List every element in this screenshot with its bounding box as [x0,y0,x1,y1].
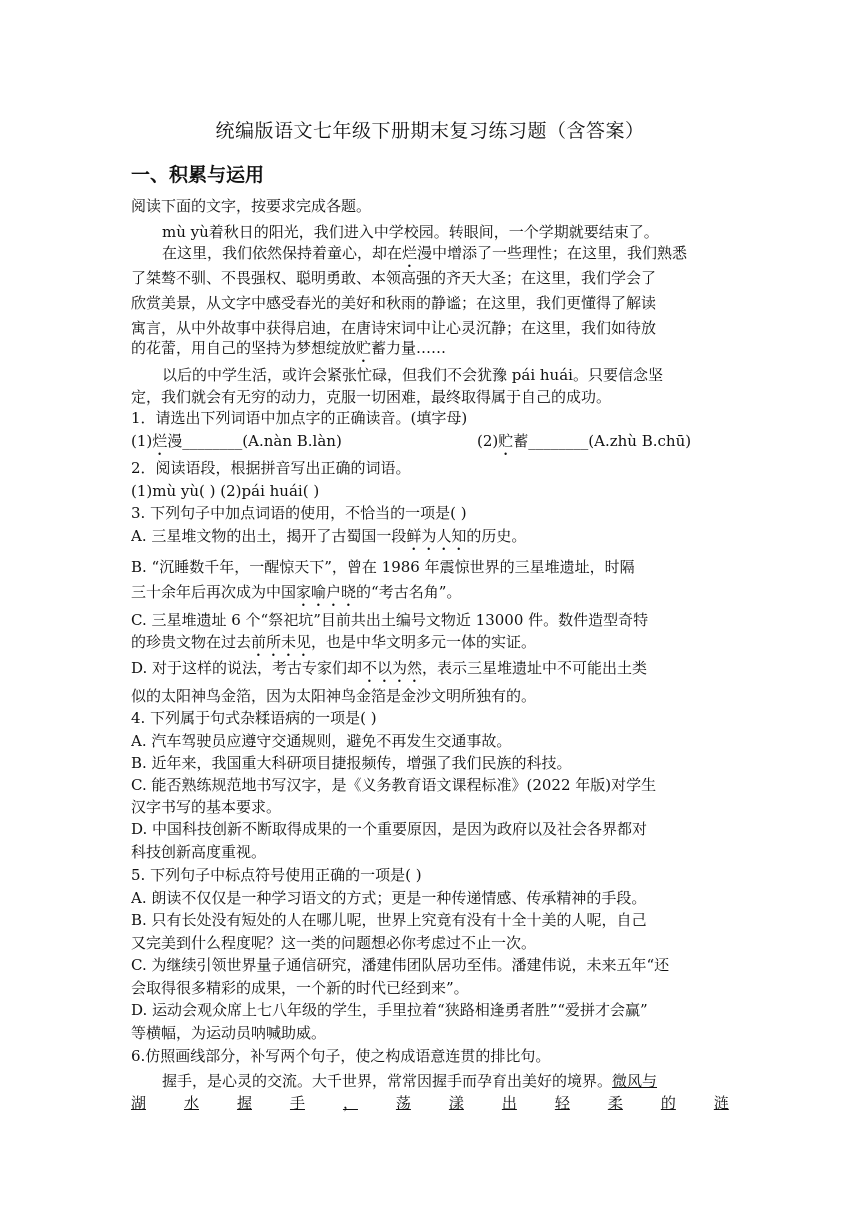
passage-line [131,338,729,366]
instruction-text: 阅读下面的文字，按要求完成各题。 [131,197,372,215]
q1-number: (1) [131,432,153,450]
underlined-char: 湖 [131,1094,147,1112]
option-b: B. 只有长处没有短处的人在哪儿呢，世界上究竟有没有十全十美的人呢，自己 [131,911,647,929]
option-b: B. 近年来，我国重大科研项目捷报频传，增强了我们民族的科技。 [131,754,572,772]
underlined-char: 的 [660,1094,676,1112]
option-d-cont: 似的太阳神鸟金箔，因为太阳神鸟金箔是金沙文明所独有的。 [131,687,537,705]
underlined-char: 漾 [448,1094,464,1112]
question-3-stem: 3. 下列句子中加点词语的使用，不恰当的一项是( ) [131,504,467,522]
dotted-char: 贮 [498,432,514,450]
option-text: D. 对于这样的说法，考古专家们却 [131,659,363,677]
q1-item-2 [477,432,691,450]
question-6-prompt [162,1071,729,1091]
passage-text: 在这里，我们依然保持着童心，却在 [162,244,403,262]
option-a: A. 汽车驾驶员应遵守交通规则，避免不再发生交通事故。 [131,732,512,750]
question-5-stem: 5. 下列句子中标点符号使用正确的一项是( ) [131,866,422,884]
dotted-phrase: 鲜为人知 [406,527,467,545]
option-text: ，也是中华文明多元一体的实证。 [311,633,537,651]
option-c: C. 为继续引领世界量子通信研究，潘建伟团队居功至伟。潘建伟说，未来五年“还 [131,956,670,974]
option-text: ，表示三星堆遗址中不可能出土类 [422,659,648,677]
passage-line: 定，我们就会有无穷的动力，克服一切困难，最终取得属于自己的成功。 [131,388,612,406]
underlined-char: ， [342,1094,358,1112]
option-text: 的历史。 [466,527,527,545]
option-d: D. 中国科技创新不断取得成果的一个重要原因，是因为政府以及社会各界都对 [131,820,648,838]
option-b-cont: 又完美到什么程度呢？这一类的问题想必你考虑过不止一次。 [131,934,537,952]
underlined-line [131,1093,729,1113]
underlined-char: 柔 [607,1094,623,1112]
question-4-stem: 4. 下列属于句式杂糅语病的一项是( ) [131,709,377,727]
option-d-cont: 科技创新高度重视。 [131,843,267,861]
q1-text: 漫________(A.nàn B.làn) [167,432,342,450]
option-text: 的“考古名角”。 [356,583,462,601]
underlined-char: 水 [183,1094,199,1112]
option-d [131,658,729,686]
option-text: 的珍贵文物在过去 [131,633,252,651]
option-text: 三十余年后再次成为中国 [131,583,297,601]
dotted-char: 烂 [402,244,418,262]
option-a: A. 朗读不仅仅是一种学习语文的方式；更是一种传递情感、传承精神的手段。 [131,889,647,907]
passage-line: 欣赏美景，从文字中感受春光的美好和秋雨的静谧；在这里，我们更懂得了解读 [131,294,657,312]
option-text: A. 三星堆文物的出土，揭开了古蜀国一段 [131,527,407,545]
dotted-phrase: 家喻户晓 [296,583,357,601]
passage-line: mù yù着秋日的阳光，我们进入中学校园。转眼间，一个学期就要结束了。 [162,223,659,241]
option-b-cont [131,582,729,610]
option-b: B. “沉睡数千年，一醒惊天下”，曾在 1986 年震惊世界的三星堆遗址，时隔 [131,558,635,576]
underlined-char: 轻 [554,1094,570,1112]
option-c: C. 三星堆遗址 6 个“祭祀坑”目前共出土编号文物近 13000 件。数件造型奇特 [131,611,649,629]
page-title: 统编版语文七年级下册期末复习练习题（含答案） [215,120,645,142]
option-c-cont [131,632,729,660]
prompt-text: 握手，是心灵的交流。大千世界，常常因握手而孕育出美好的境界。 [162,1072,613,1090]
option-c-cont: 汉字书写的基本要求。 [131,798,282,816]
underlined-char: 荡 [395,1094,411,1112]
question-2-items: (1)mù yù( ) (2)pái huái( ) [131,482,320,500]
question-2-stem: 2．阅读语段，根据拼音写出正确的词语。 [131,459,411,477]
dotted-char: 烂 [152,432,168,450]
underlined-char: 手 [289,1094,305,1112]
passage-text: 漫中增添了一些理性；在这里，我们熟悉 [417,244,688,262]
q1-number: (2) [477,432,499,450]
dotted-phrase: 不以为然 [362,659,423,677]
option-d-cont: 等横幅，为运动员呐喊助威。 [131,1024,327,1042]
question-1-stem: 1．请选出下列词语中加点字的正确读音。(填字母) [131,409,468,427]
passage-line: 寓言，从中外故事中获得启迪，在唐诗宋词中让心灵沉静；在这里，我们如待放 [131,319,657,337]
underlined-char: 出 [501,1094,517,1112]
passage-line: 了桀骜不驯、不畏强权、聪明勇敢、本领高强的齐天大圣；在这里，我们学会了 [131,269,657,287]
dotted-phrase: 前所未见 [251,633,312,651]
section-heading: 一、积累与运用 [131,164,265,186]
underlined-char: 握 [236,1094,252,1112]
q1-text: 蓄________(A.zhù B.chū) [513,432,692,450]
option-c-cont: 会取得很多精彩的成果，一个新的时代已经到来”。 [131,979,469,997]
passage-line [162,243,729,271]
underlined-char: 涟 [713,1094,729,1112]
dotted-char: 贮 [356,339,372,357]
passage-line: 以后的中学生活，或许会紧张忙碌，但我们不会犹豫 pái huái。只要信念坚 [162,366,663,384]
option-a [131,526,729,554]
option-d: D. 运动会观众席上七八年级的学生，手里拉着“狭路相逢勇者胜”“爱拼才会赢” [131,1001,648,1019]
passage-text: 的花蕾，用自己的坚持为梦想绽放 [131,339,357,357]
question-6-stem: 6.仿照画线部分，补写两个句子，使之构成语意连贯的排比句。 [131,1047,551,1065]
question-1-options [131,431,729,459]
q1-item-1 [131,431,477,459]
option-c: C. 能否熟练规范地书写汉字，是《义务教育语文课程标准》(2022 年版)对学生 [131,776,657,794]
passage-text: 蓄力量…… [371,339,447,357]
underlined-text: 微风与 [612,1072,658,1090]
